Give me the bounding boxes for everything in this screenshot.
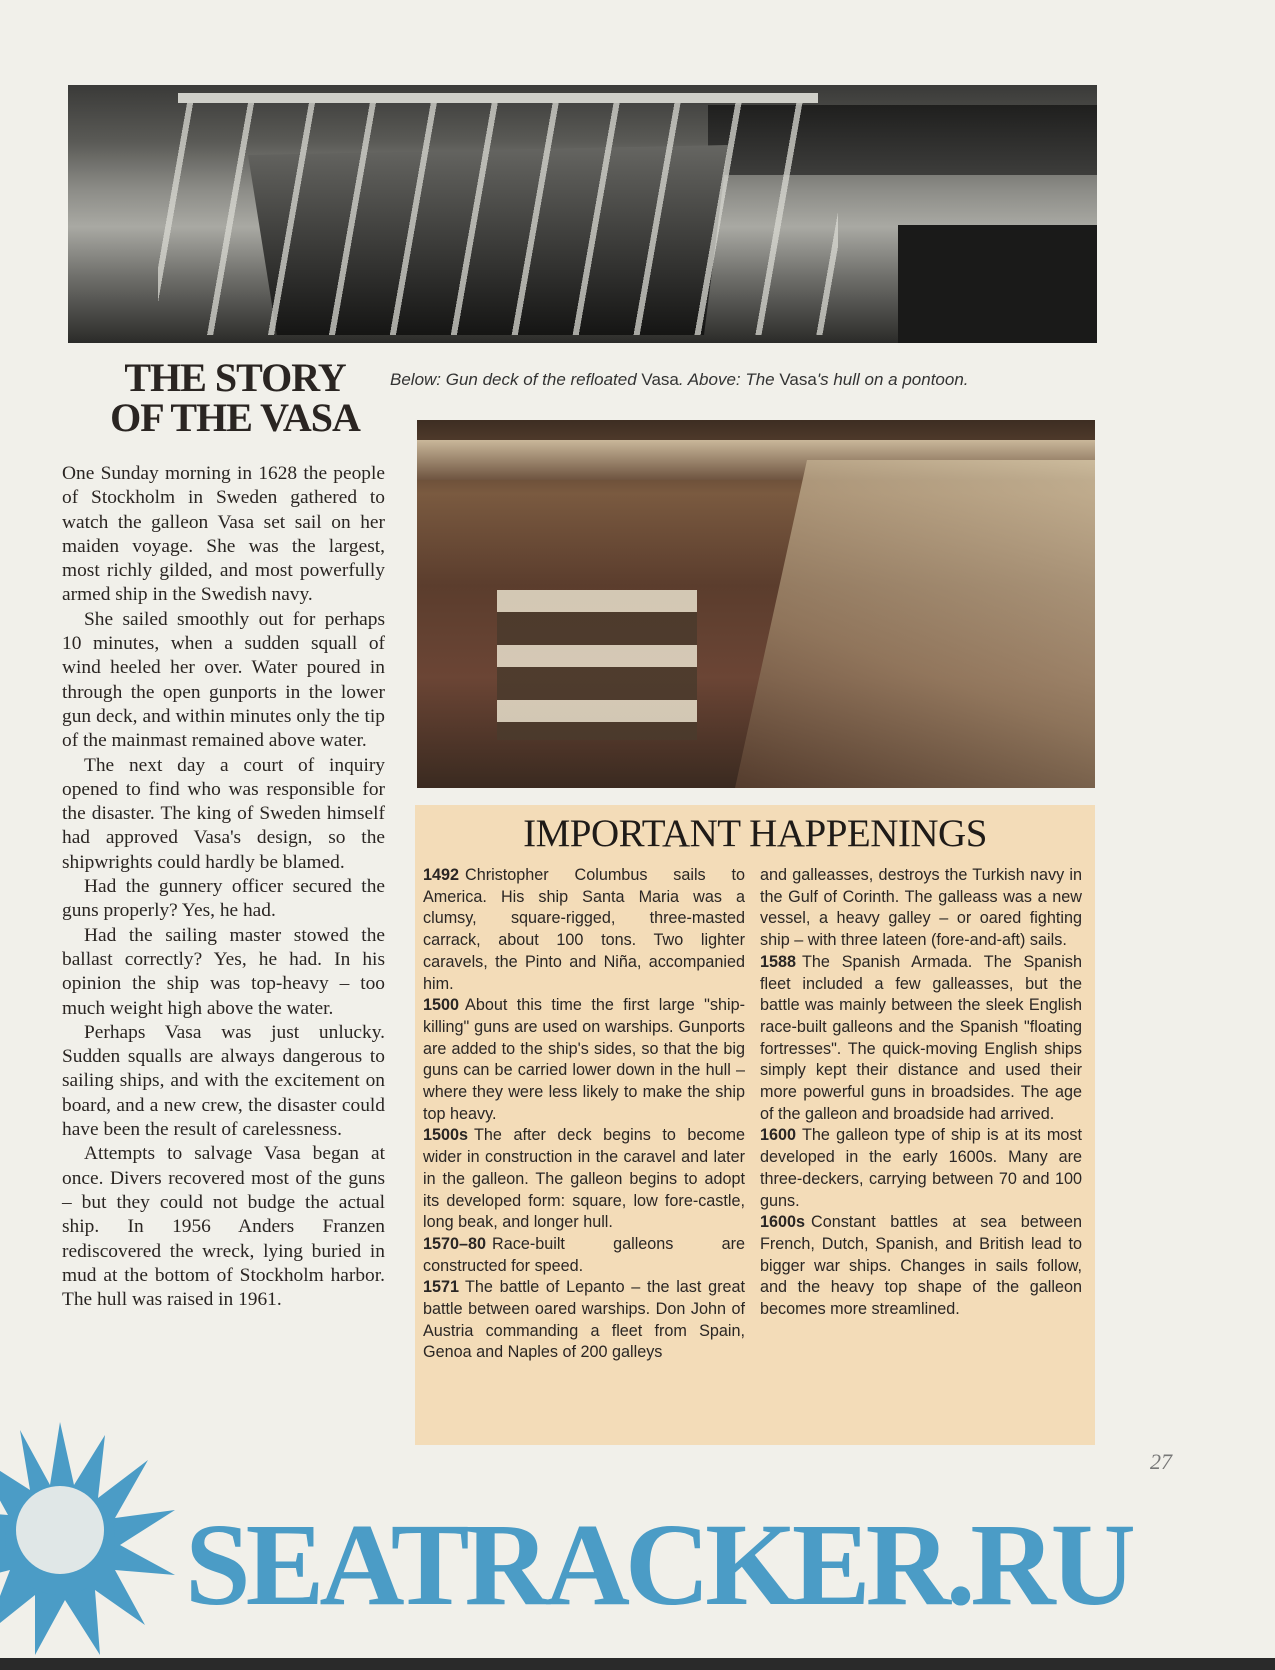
photo-caption xyxy=(390,370,1100,390)
entry-text: The Spanish Armada. The Spanish fleet included a few galleasses, but the battle was mainly between the sleek English race-built galleons and the Spanish "floating fortresses". The quick-moving English ships simply kept their distance and used their more powerful guns in broadsides. The age of the galleon and broadside had arrived. xyxy=(760,952,1082,1123)
timeline-entry xyxy=(760,1212,1082,1321)
entry-text: Race-built galleons are constructed for speed. xyxy=(423,1234,745,1275)
happenings-column-2 xyxy=(760,865,1082,1321)
gun-deck-photo xyxy=(417,420,1095,788)
story-text xyxy=(62,462,385,1312)
entry-text: About this time the first large "ship-killing" guns are used on warships. Gunports are added to the ship's sides, so that the big guns can be carried lower down in the hull – where they were less likely to make the ship top heavy. xyxy=(423,996,745,1123)
page-title xyxy=(95,355,375,440)
story-paragraph: One Sunday morning in 1628 the people of Stockholm in Sweden gathered to watch the galleon Vasa set sail on her maiden voyage. She was the largest, most richly gilded, and most powerfully armed ship in the Swedish navy. xyxy=(62,463,385,606)
timeline-entry xyxy=(423,1234,745,1277)
entry-text: and galleasses, destroys the Turkish navy in the Gulf of Corinth. The galleass was a new vessel, a heavy galley – or oared fighting ship – with three lateen (fore-and-aft) sails. xyxy=(760,866,1082,950)
watermark-text: SEATRACKER.RU xyxy=(185,1499,1131,1630)
entry-year: 1570–80 xyxy=(423,1234,487,1253)
vasa-hull-pontoon-photo xyxy=(68,85,1097,343)
story-paragraph: The next day a court of inquiry opened to find who was responsible for the disaster. The king of Sweden himself had approved Vasa's design, so the shipwrights could hardly be blamed. xyxy=(62,754,385,873)
entry-year: 1500s xyxy=(423,1126,469,1145)
timeline-entry xyxy=(423,1277,745,1364)
title-line-1: THE STORY xyxy=(124,355,346,400)
entry-text: The battle of Lepanto – the last great battle between oared warships. Don John of Austria commanding a fleet from Spain, Genoa and Naples of 200 galleys xyxy=(423,1278,745,1362)
pontoon-beam xyxy=(178,93,818,103)
caption-part: 's hull on a pontoon. xyxy=(816,370,969,389)
happenings-column-1 xyxy=(423,865,745,1364)
story-paragraph: Perhaps Vasa was just unlucky. Sudden squalls are always dangerous to sailing ships, and with the excitement on board, and a new crew, the disaster could have been the result of carelessness. xyxy=(62,1021,385,1141)
title-line-2: OF THE VASA xyxy=(110,395,360,440)
important-happenings-box xyxy=(415,805,1095,1445)
entry-year: 1500 xyxy=(423,996,460,1015)
caption-ship-name: Vasa xyxy=(779,370,817,389)
starburst-watermark-icon xyxy=(0,1420,180,1660)
caption-part: Below: Gun deck of the refloated xyxy=(390,370,642,389)
entry-year: 1571 xyxy=(423,1278,460,1297)
entry-year: 1600 xyxy=(760,1126,797,1145)
entry-text: The galleon type of ship is at its most developed in the early 1600s. Many are three-deckers, carrying between 70 and 100 guns. xyxy=(760,1126,1082,1210)
entry-year: 1492 xyxy=(423,866,460,884)
scan-edge xyxy=(0,1658,1275,1670)
page-number: 27 xyxy=(1150,1449,1172,1474)
story-paragraph: Had the sailing master stowed the ballast correctly? Yes, he had. In his opinion the ship was top-heavy – too much weight high above the water. xyxy=(62,924,385,1019)
caption-ship-name: Vasa xyxy=(641,370,679,389)
timeline-entry xyxy=(760,1125,1082,1212)
timeline-entry xyxy=(423,865,745,995)
entry-year: 1588 xyxy=(760,952,797,971)
timeline-entry xyxy=(423,995,745,1125)
story-paragraph: Attempts to salvage Vasa began at once. Divers recovered most of the guns – but they could not budge the actual ship. In 1956 Anders Franzen rediscovered the wreck, lying buried in mud at the bottom of Stockholm harbor. The hull was raised in 1961. xyxy=(62,1143,385,1311)
entry-year: 1600s xyxy=(760,1213,806,1232)
pontoon-struts xyxy=(158,95,838,335)
entry-text: Constant battles at sea between French, Dutch, Spanish, and British lead to bigger war ships. Changes in sails follow, and the heavy top shape of the galleon becomes more streamlined. xyxy=(760,1213,1082,1319)
timeline-entry xyxy=(423,1125,745,1234)
story-paragraph: Had the gunnery officer secured the guns properly? Yes, he had. xyxy=(62,876,385,922)
hull-wall xyxy=(735,460,1095,788)
caption-part: . Above: The xyxy=(678,370,780,389)
entry-text: Christopher Columbus sails to America. His ship Santa Maria was a clumsy, square-rigged, three-masted carrack, about 100 tons. Two lighter caravels, the Pinto and Niña, accompanied him. xyxy=(423,866,745,993)
timeline-entry xyxy=(760,865,1082,952)
timeline-entry xyxy=(760,952,1082,1126)
story-paragraph: She sailed smoothly out for perhaps 10 minutes, when a sudden squall of wind heeled her over. Water poured in through the open gunports in the lower gun deck, and within minutes only the tip of the mainmast remained above water. xyxy=(62,608,385,752)
crane xyxy=(898,225,1097,343)
happenings-heading: IMPORTANT HAPPENINGS xyxy=(523,812,987,855)
entry-text: The after deck begins to become wider in construction in the caravel and later in the galleon. The galleon begins to adopt its developed form: square, low fore-castle, long beak, and longer hull. xyxy=(423,1126,745,1232)
gun-carriages xyxy=(497,590,697,740)
